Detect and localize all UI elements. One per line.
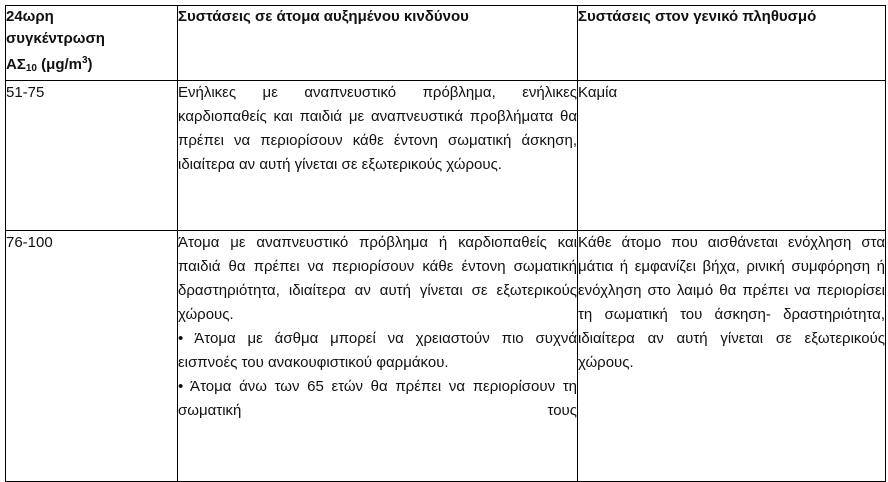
header-concentration xyxy=(6,6,178,81)
risk-recommendation-cell xyxy=(178,81,578,231)
bullet-elderly: • Άτομα άνω των 65 ετών θα πρέπει να περιορίσουν τη σωματική τους xyxy=(178,378,577,419)
header-row xyxy=(6,6,886,81)
header-concentration-line2: συγκέντρωση xyxy=(6,30,105,47)
table-row xyxy=(6,81,886,231)
header-general-population: Συστάσεις στον γενικό πληθυσμό xyxy=(578,6,886,81)
general-recommendation-cell xyxy=(578,81,886,231)
header-unit-superscript: 3 xyxy=(81,55,88,66)
range-cell: 51-75 xyxy=(6,81,178,231)
header-unit-close: ) xyxy=(87,56,93,73)
risk-recommendation-text: Άτομα με αναπνευστικό πρόβλημα ή καρδιοπαθείς και παιδιά θα πρέπει να περιορίσουν κάθε έντονη σωματική δραστηριότητα, ιδιαίτερα αν αυτή γίνεται σε εξωτερικούς χώρους. xyxy=(178,234,577,323)
table-row xyxy=(6,231,886,482)
risk-recommendation-text: Ενήλικες με αναπνευστικό πρόβλημα, ενήλικες καρδιοπαθείς και παιδιά με αναπνευστικά προβλήματα θα πρέπει να περιορίσουν κάθε έντονη σωματική άσκηση, ιδιαίτερα αν αυτή γίνεται σε εξωτερικούς χώρους. xyxy=(178,84,577,173)
header-concentration-line1: 24ωρη xyxy=(6,8,54,25)
header-unit-prefix: ΑΣ xyxy=(6,56,26,73)
recommendations-table xyxy=(5,5,886,482)
bullet-asthma: • Άτομα με άσθμα μπορεί να χρειαστούν πιο συχνά εισπνοές του ανακουφιστικού φαρμάκου. xyxy=(178,330,577,371)
general-recommendation-cell xyxy=(578,231,886,482)
header-risk-groups: Συστάσεις σε άτομα αυξημένου κινδύνου xyxy=(178,6,578,81)
range-cell: 76-100 xyxy=(6,231,178,482)
general-recommendation-text: Κάθε άτομο που αισθάνεται ενόχληση στα μάτια ή εμφανίζει βήχα, ρινική συμφόρηση ή ενόχληση στο λαιμό θα πρέπει να περιορίσει τη σωματική του άσκηση- δραστηριότητα, ιδιαίτερα αν αυτή γίνεται σε εξωτερικούς χώρους. xyxy=(578,234,885,371)
risk-recommendation-cell xyxy=(178,231,578,482)
header-unit-paren: (μg/m xyxy=(41,56,82,73)
header-unit-subscript: 10 xyxy=(25,63,37,74)
general-recommendation-text: Καμία xyxy=(578,84,618,101)
